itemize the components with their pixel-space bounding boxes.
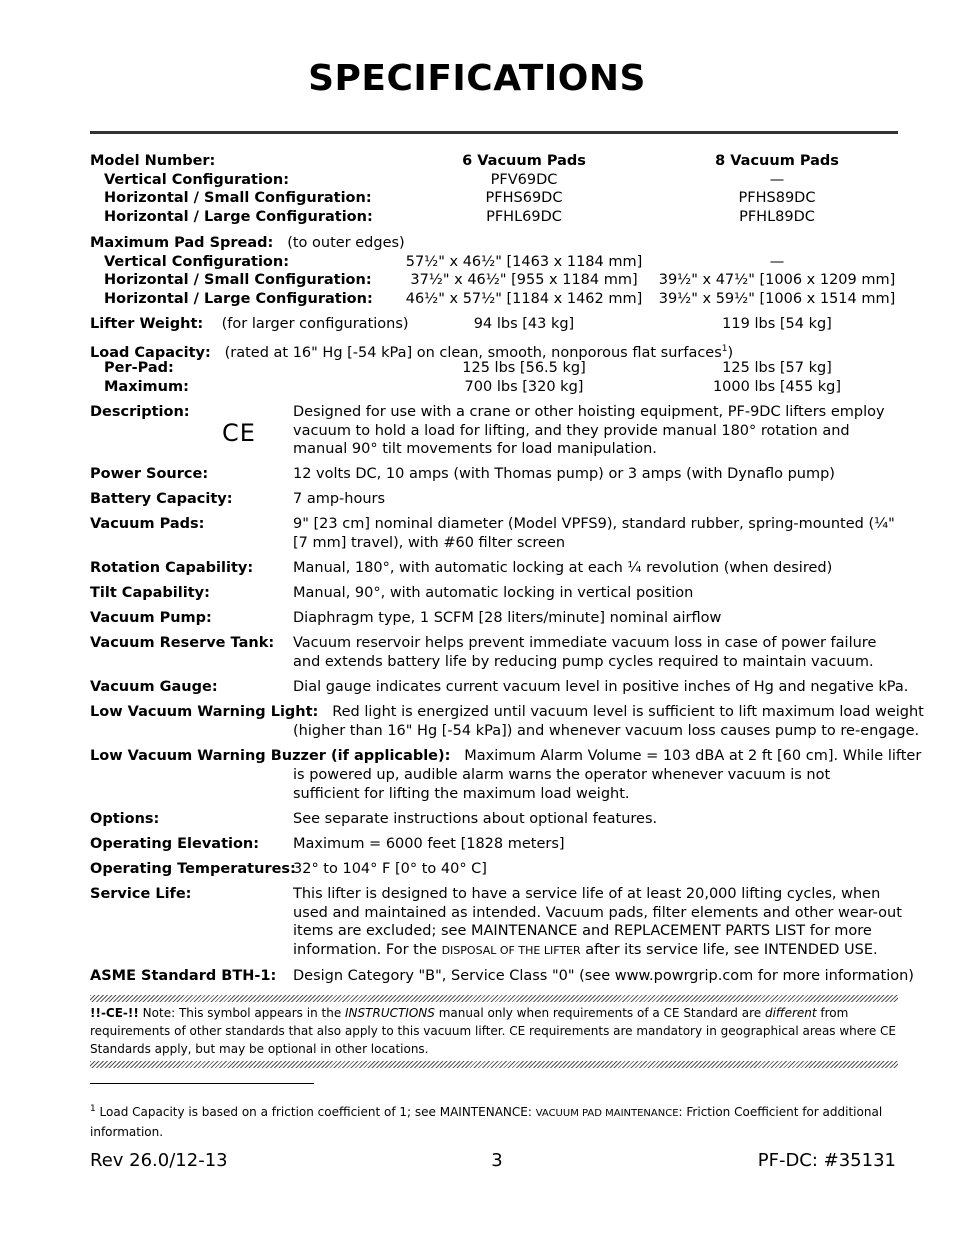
model-value: PFHS89DC (738, 190, 816, 206)
warning-light-line2: (higher than 16" Hg [-54 kPa]) and whenever vacuum loss causes pump to re-engage. (293, 723, 920, 739)
temperatures-text: 32° to 104° F [0° to 40° C] (293, 861, 487, 877)
ce-note-italic: INSTRUCTIONS (345, 1006, 435, 1020)
spread-value: 57½" x 46½" [1463 x 1184 mm] (405, 254, 643, 270)
spread-value: 39½" x 47½" [1006 x 1209 mm] (658, 272, 896, 288)
load-row-label: Per-Pad: (104, 360, 174, 376)
model-row-label: Vertical Configuration: (104, 172, 290, 188)
spread-row-label: Horizontal / Large Configuration: (104, 291, 373, 307)
pad-spread-header (90, 234, 405, 253)
load-value: 125 lbs [56.5 kg] (462, 360, 586, 376)
footnote-rule (90, 1083, 314, 1084)
vacuum-pads-text: 9" [23 cm] nominal diameter (Model VPFS9), standard rubber, spring-mounted (¼" [7 mm] travel), with #60 filter screen (293, 516, 895, 551)
ce-note-italic: different (764, 1006, 817, 1020)
load-value: 1000 lbs [455 kg] (712, 379, 842, 395)
power-source-text: 12 volts DC, 10 amps (with Thomas pump) or 3 amps (with Dynaflo pump) (293, 466, 835, 482)
model-value: PFHS69DC (485, 190, 563, 206)
load-value: 700 lbs [320 kg] (464, 379, 584, 395)
pad-spread-label: Maximum Pad Spread: (90, 235, 274, 251)
spread-value: 39½" x 59½" [1006 x 1514 mm] (658, 291, 896, 307)
model-row-label: Horizontal / Large Configuration: (104, 209, 373, 225)
warning-light-label: Low Vacuum Warning Light: (90, 704, 319, 720)
tilt-label: Tilt Capability: (90, 585, 210, 601)
page-title: SPECIFICATIONS (308, 58, 646, 99)
rotation-text: Manual, 180°, with automatic locking at each ¼ revolution (when desired) (293, 560, 833, 576)
description-label: Description: (90, 404, 190, 420)
model-value: PFHL89DC (739, 209, 815, 225)
service-life-tail: after its service life, see INTENDED USE. (580, 941, 878, 958)
load-capacity-label: Load Capacity: (90, 344, 211, 361)
options-label: Options: (90, 811, 160, 827)
load-capacity-note-close: ) (727, 344, 734, 361)
reserve-tank-text: Vacuum reservoir helps prevent immediate vacuum loss in case of power failure and extends battery life by reducing pump cycles required to maintain vacuum. (293, 635, 877, 670)
load-row-label: Maximum: (104, 379, 189, 395)
vacuum-gauge-text: Dial gauge indicates current vacuum level in positive inches of Hg and negative kPa. (293, 679, 909, 695)
load-capacity-note: (rated at 16" Hg [-54 kPa] on clean, smooth, nonporous flat surfaces (224, 344, 722, 361)
model-value: — (769, 172, 785, 188)
rotation-label: Rotation Capability: (90, 560, 254, 576)
elevation-label: Operating Elevation: (90, 836, 260, 852)
warning-light-text: Red light is energized until vacuum level is sufficient to lift maximum load weight (332, 704, 924, 720)
footer-revision: Rev 26.0/12-13 (90, 1150, 228, 1171)
elevation-text: Maximum = 6000 feet [1828 meters] (293, 836, 565, 852)
battery-capacity-label: Battery Capacity: (90, 491, 233, 507)
buzzer-text: Maximum Alarm Volume = 103 dBA at 2 ft [60 cm]. While lifter (464, 748, 922, 764)
spread-row-label: Horizontal / Small Configuration: (104, 272, 372, 288)
footnote-text: : Friction Coefficient for additional information. (90, 1105, 883, 1139)
col-header-6-pads: 6 Vacuum Pads (462, 153, 586, 169)
lifter-weight-note: (for larger configurations) (221, 316, 409, 332)
model-value: PFV69DC (490, 172, 558, 188)
ce-note-text: from requirements of other standards that also apply to this vacuum lifter. CE requirements are mandatory in geographical areas where CE Standards apply, but may be optional in other locations. (90, 1006, 896, 1056)
tilt-text: Manual, 90°, with automatic locking in vertical position (293, 585, 694, 601)
buzzer-rest: is powered up, audible alarm warns the operator whenever vacuum is not sufficient for lifting the maximum load weight. (293, 767, 831, 802)
disposal-ref: DISPOSAL OF THE LIFTER (441, 943, 581, 957)
footer-page-number: 3 (491, 1150, 503, 1171)
power-source-label: Power Source: (90, 466, 209, 482)
model-number-label: Model Number: (90, 153, 216, 169)
load-value: 125 lbs [57 kg] (722, 360, 832, 376)
battery-capacity-text: 7 amp-hours (293, 491, 386, 507)
pad-spread-note: (to outer edges) (287, 235, 405, 251)
vacuum-gauge-label: Vacuum Gauge: (90, 679, 218, 695)
service-life-body: This lifter is designed to have a service life of at least 20,000 lifting cycles, when used and maintained as intended. Vacuum pads, filter elements and other wear-out items are excluded; see MAINTENANCE and REPLACEMENT PARTS LIST for more information. For the (293, 886, 902, 958)
warning-light-line1 (90, 703, 924, 722)
ce-mark-icon: CE (222, 419, 256, 447)
buzzer-line1 (90, 747, 921, 766)
footnote (90, 1100, 898, 1141)
ce-note (90, 1004, 898, 1058)
spread-row-label: Vertical Configuration: (104, 254, 290, 270)
spread-value: 46½" x 57½" [1184 x 1462 mm] (405, 291, 643, 307)
asme-text: Design Category "B", Service Class "0" (see www.powrgrip.com for more information) (293, 968, 914, 984)
spread-value: — (769, 254, 785, 270)
footer-document-id: PF-DC: #35131 (757, 1150, 896, 1171)
service-life-label: Service Life: (90, 886, 192, 902)
footnote-smallcaps: VACUUM PAD MAINTENANCE (535, 1108, 679, 1119)
options-text: See separate instructions about optional features. (293, 811, 658, 827)
hatch-divider-top (90, 995, 898, 1002)
ce-note-tag: !!-CE-!! (90, 1006, 139, 1020)
service-life-text (293, 885, 903, 960)
lifter-weight-header (90, 315, 409, 334)
temperatures-label: Operating Temperatures: (90, 861, 296, 877)
description-text: Designed for use with a crane or other hoisting equipment, PF-9DC lifters employ vacuum to hold a load for lifting, and they provide manual 180° rotation and manual 90° tilt movements for load manipulation. (293, 404, 885, 458)
model-row-label: Horizontal / Small Configuration: (104, 190, 372, 206)
weight-value: 94 lbs [43 kg] (473, 316, 575, 332)
reserve-tank-label: Vacuum Reserve Tank: (90, 635, 275, 651)
vacuum-pads-label: Vacuum Pads: (90, 516, 205, 532)
ce-note-text: manual only when requirements of a CE Standard are (434, 1006, 765, 1020)
ce-note-text: Note: This symbol appears in the (138, 1006, 346, 1020)
title-rule (90, 131, 898, 134)
weight-value: 119 lbs [54 kg] (722, 316, 832, 332)
footnote-text: Load Capacity is based on a friction coefficient of 1; see MAINTENANCE: (95, 1105, 536, 1119)
footnote-number: 1 (90, 1104, 96, 1114)
spread-value: 37½" x 46½" [955 x 1184 mm] (410, 272, 638, 288)
asme-label: ASME Standard BTH-1: (90, 968, 277, 984)
hatch-divider-bottom (90, 1061, 898, 1068)
lifter-weight-label: Lifter Weight: (90, 316, 204, 332)
col-header-8-pads: 8 Vacuum Pads (715, 153, 839, 169)
buzzer-label: Low Vacuum Warning Buzzer (if applicable): (90, 748, 451, 764)
vacuum-pump-text: Diaphragm type, 1 SCFM [28 liters/minute] nominal airflow (293, 610, 722, 626)
footnote-ref: 1 (721, 344, 728, 354)
model-value: PFHL69DC (486, 209, 562, 225)
vacuum-pump-label: Vacuum Pump: (90, 610, 212, 626)
